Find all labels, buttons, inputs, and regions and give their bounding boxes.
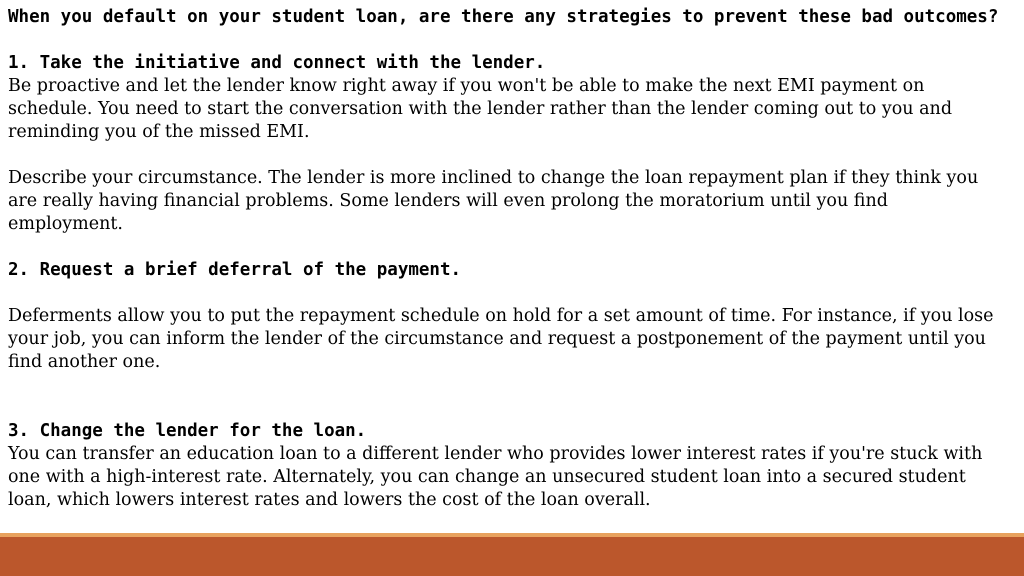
spacer: [8, 144, 1008, 167]
slide-content: [8, 6, 1008, 512]
section-3-heading: 3. Change the lender for the loan.: [8, 421, 367, 441]
section-1-paragraph-2: Describe your circumstance. The lender is more inclined to change the loan repayment plan if they think you are really having financial problems. Some lenders will even prolong the moratorium until you find employment.: [8, 168, 979, 234]
spacer: [8, 29, 1008, 52]
section-2-heading: 2. Request a brief deferral of the payment.: [8, 260, 462, 280]
question-heading: When you default on your student loan, are there any strategies to prevent these bad outcomes?: [8, 7, 999, 27]
section-3-paragraph-1: You can transfer an education loan to a different lender who provides lower interest rates if you're stuck with one with a high-interest rate. Alternately, you can change an unsecured student loan into a secured student loan, which lowers interest rates and lowers the cost of the loan overall.: [8, 444, 983, 510]
section-1-paragraph-1: Be proactive and let the lender know right away if you won't be able to make the next EMI payment on schedule. You need to start the conversation with the lender rather than the lender coming out to you and reminding you of the missed EMI.: [8, 76, 953, 142]
footer-bar: [0, 537, 1024, 576]
spacer: [8, 282, 1008, 305]
section-1-heading: 1. Take the initiative and connect with the lender.: [8, 53, 546, 73]
spacer: [8, 236, 1008, 259]
section-2-paragraph-1: Deferments allow you to put the repayment schedule on hold for a set amount of time. For instance, if you lose your job, you can inform the lender of the circumstance and request a postponement of the payment until you find another one.: [8, 306, 994, 372]
spacer: [8, 374, 1008, 420]
